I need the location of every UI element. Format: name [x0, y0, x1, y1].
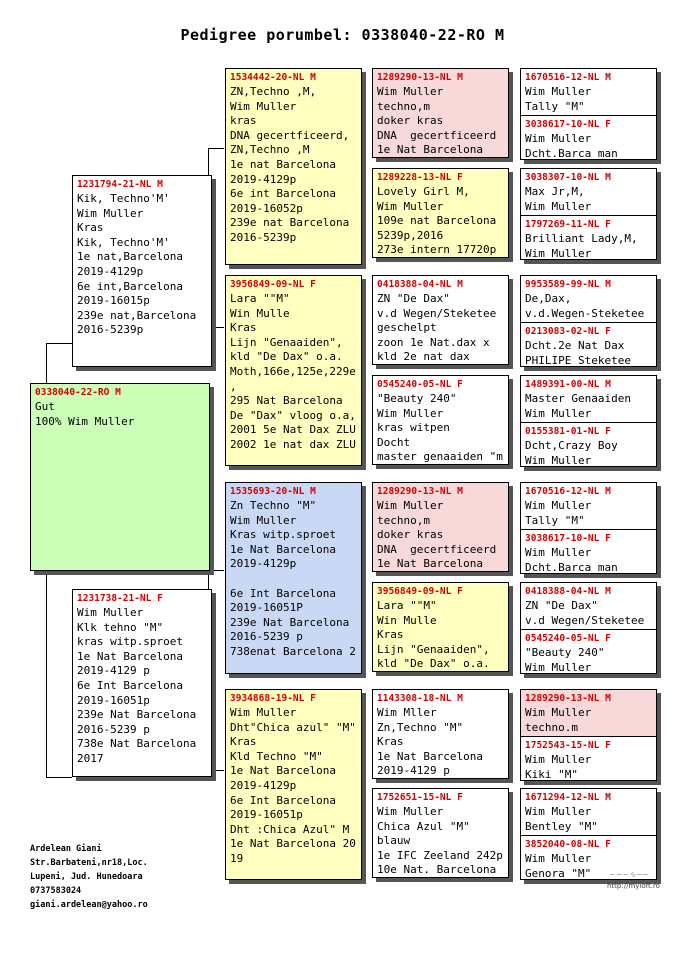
- gen5-pair: [520, 482, 657, 574]
- pigeon-info: Brilliant Lady,M, Wim Muller: [525, 232, 638, 260]
- ring-id: 1752651-15-NL F: [377, 792, 463, 803]
- gen4-pigeon[interactable]: [372, 168, 509, 258]
- gen5-pair: [520, 689, 657, 781]
- connector: [46, 570, 47, 778]
- pigeon-info: ZN "De Dax" v.d Wegen/Steketee: [525, 599, 645, 627]
- connector: [208, 148, 224, 149]
- pigeon-info: "Beauty 240" Wim Muller: [525, 646, 605, 674]
- ring-id: 1489391-00-NL M: [525, 379, 611, 390]
- ring-id: 1535693-20-NL M: [230, 486, 316, 497]
- pigeon-info: De,Dax, v.d.Wegen-Steketee: [525, 292, 645, 320]
- gen5-pair: [520, 168, 657, 260]
- gen5-pigeon[interactable]: [521, 169, 656, 215]
- ring-id: 3038307-10-NL M: [525, 172, 611, 183]
- pigeon-info: Wim Muller Tally "M": [525, 499, 592, 527]
- ring-id: 0338040-22-RO M: [35, 387, 121, 398]
- pigeon-info: Lara ""M" Win Mulle Kras Lijn "Genaaiden", kld "De Dax" o.a.: [377, 599, 490, 671]
- ring-id: 1671294-12-NL M: [525, 792, 611, 803]
- pigeon-info: Max Jr,M, Wim Muller: [525, 185, 592, 213]
- pigeon-info: ZN,Techno ,M, Wim Muller kras DNA gecertficeerd, ZN,Techno ,M 1e nat Barcelona 2019-4129p 6e int Barcelona 2019-16052p 239e nat Barcelona 2016-5239p: [230, 85, 350, 244]
- page-title: Pedigree porumbel: 0338040-22-RO M: [180, 26, 505, 44]
- pigeon-info: Wim Muller Dht"Chica azul" "M" Kras Kld Techno "M" 1e Nat Barcelona 2019-4129p 6e Int Barcelona 2019-16051p Dht :Chica Azul" M 1e Nat Barcelona 20 19: [230, 706, 356, 865]
- connector: [46, 343, 47, 383]
- ring-id: 1797269-11-NL F: [525, 219, 611, 230]
- dam-pigeon[interactable]: [72, 589, 212, 777]
- gen5-pigeon[interactable]: [521, 789, 656, 835]
- ring-id: 1670516-12-NL M: [525, 72, 611, 83]
- gen4-pigeon[interactable]: [372, 689, 509, 779]
- gen4-pigeon[interactable]: [372, 788, 509, 878]
- ring-id: 1231794-21-NL M: [77, 179, 163, 190]
- pigeon-info: Wim Muller techno,m doker kras DNA gecertficeerd 1e Nat Barcelona: [377, 85, 497, 157]
- ring-id: 9953589-99-NL M: [525, 279, 611, 290]
- gen4-pigeon[interactable]: [372, 68, 509, 158]
- pigeon-info: Wim Muller Bentley "M": [525, 805, 598, 833]
- signature-mark: ~∽~∿∽~: [609, 870, 650, 879]
- ring-id: 1752543-15-NL F: [525, 740, 611, 751]
- ring-id: 0213083-02-NL F: [525, 326, 611, 337]
- sire-pigeon[interactable]: [72, 175, 212, 367]
- gen4-pigeon[interactable]: [372, 275, 509, 365]
- gen5-pigeon[interactable]: [521, 630, 656, 674]
- pigeon-info: Zn Techno "M" Wim Muller Kras witp.sproet 1e Nat Barcelona 2019-4129p 6e Int Barcelona 2019-16051P 239e Nat Barcelona 2016-5239 p 738enat Barcelona 2: [230, 499, 356, 658]
- pigeon-info: Gut 100% Wim Muller: [35, 400, 135, 428]
- subject-pigeon[interactable]: [30, 383, 210, 571]
- ring-id: 3956849-09-NL F: [230, 279, 316, 290]
- pigeon-info: Lovely Girl M, Wim Muller 109e nat Barcelona 5239p,2016 273e intern 17720p: [377, 185, 497, 257]
- watermark-link[interactable]: http://myloft.ro: [607, 882, 660, 890]
- gen5-pigeon[interactable]: [521, 276, 656, 322]
- ring-id: 3934868-19-NL F: [230, 693, 316, 704]
- ring-id: 0545240-05-NL F: [377, 379, 463, 390]
- gen5-pair: [520, 375, 657, 467]
- ring-id: 3038617-10-NL F: [525, 533, 611, 544]
- pigeon-info: ZN "De Dax" v.d Wegen/Steketee geschelpt zoon 1e Nat.dax x kld 2e nat dax: [377, 292, 497, 364]
- owner-contact: Ardelean Giani Str.Barbateni,nr18,Loc. Lupeni, Jud. Hunedoara 0737583024 giani.ardelean@yahoo.ro: [30, 844, 148, 910]
- gen5-pigeon[interactable]: [521, 423, 656, 467]
- pigeon-info: Wim Muller Dcht.Barca man: [525, 132, 618, 160]
- pigeon-info: Wim Muller Tally "M": [525, 85, 592, 113]
- connector: [46, 343, 72, 344]
- pigeon-info: Lara ""M" Win Mulle Kras Lijn "Genaaiden", kld "De Dax" o.a. Moth,166e,125e,229e , 295 Nat Barcelona De "Dax" vloog o.a, 2001 5e Nat Dax ZLU 2002 1e nat dax ZLU: [230, 292, 356, 451]
- gen3-pigeon[interactable]: [225, 482, 362, 674]
- pigeon-info: Wim Muller Genora "M": [525, 852, 592, 880]
- pigeon-info: Wim Mller Zn,Techno "M" Kras 1e Nat Barcelona 2019-4129 p: [377, 706, 483, 778]
- ring-id: 0418388-04-NL M: [525, 586, 611, 597]
- gen5-pigeon[interactable]: [521, 690, 656, 736]
- ring-id: 3956849-09-NL F: [377, 586, 463, 597]
- gen5-pair: [520, 788, 657, 880]
- ring-id: 1289290-13-NL M: [525, 693, 611, 704]
- ring-id: 1231738-21-NL F: [77, 593, 163, 604]
- gen3-pigeon[interactable]: [225, 275, 362, 466]
- gen5-pigeon[interactable]: [521, 376, 656, 422]
- gen5-pair: [520, 275, 657, 367]
- pigeon-info: Dcht,Crazy Boy Wim Muller: [525, 439, 618, 467]
- ring-id: 1143308-18-NL M: [377, 693, 463, 704]
- ring-id: 0545240-05-NL F: [525, 633, 611, 644]
- ring-id: 3852040-08-NL F: [525, 839, 611, 850]
- pigeon-info: Master Genaaiden Wim Muller: [525, 392, 631, 420]
- ring-id: 0418388-04-NL M: [377, 279, 463, 290]
- pigeon-info: Wim Muller techno.m: [525, 706, 592, 734]
- gen5-pair: [520, 68, 657, 160]
- gen5-pigeon[interactable]: [521, 69, 656, 115]
- pigeon-info: Dcht.2e Nat Dax PHILIPE Steketee: [525, 339, 631, 367]
- pigeon-info: Wim Muller techno,m doker kras DNA gecertficeerd 1e Nat Barcelona: [377, 499, 497, 571]
- gen5-pigeon[interactable]: [521, 530, 656, 574]
- ring-id: 0155381-01-NL F: [525, 426, 611, 437]
- pigeon-info: Wim Muller Kiki "M": [525, 753, 592, 781]
- gen5-pigeon[interactable]: [521, 737, 656, 781]
- gen5-pair: [520, 582, 657, 674]
- gen5-pigeon[interactable]: [521, 116, 656, 160]
- pigeon-info: Wim Muller Dcht.Barca man: [525, 546, 618, 574]
- pigeon-info: Wim Muller Chica Azul "M" blauw 1e IFC Zeeland 242p 10e Nat. Barcelona: [377, 805, 503, 877]
- ring-id: 1670516-12-NL M: [525, 486, 611, 497]
- gen5-pigeon[interactable]: [521, 583, 656, 629]
- gen4-pigeon[interactable]: [372, 375, 509, 465]
- gen4-pigeon[interactable]: [372, 482, 509, 572]
- pigeon-info: Kik, Techno'M' Wim Muller Kras Kik, Techno'M' 1e nat,Barcelona 2019-4129p 6e int,Barcelona 2019-16015p 239e nat,Barcelona 2016-5239p: [77, 192, 197, 337]
- connector: [208, 570, 224, 571]
- gen3-pigeon[interactable]: [225, 689, 362, 880]
- ring-id: 1534442-20-NL M: [230, 72, 316, 83]
- gen5-pigeon[interactable]: [521, 483, 656, 529]
- ring-id: 1289290-13-NL M: [377, 72, 463, 83]
- gen5-pigeon[interactable]: [521, 323, 656, 367]
- gen3-pigeon[interactable]: [225, 68, 362, 265]
- ring-id: 3038617-10-NL F: [525, 119, 611, 130]
- ring-id: 1289228-13-NL F: [377, 172, 463, 183]
- connector: [46, 777, 72, 778]
- gen4-pigeon[interactable]: [372, 582, 509, 672]
- pigeon-info: Wim Muller Klk tehno "M" kras witp.sproet 1e Nat Barcelona 2019-4129 p 6e Int Barcelona 2019-16051p 239e Nat Barcelona 2016-5239 p 738e Nat Barcelona 2017: [77, 606, 197, 765]
- ring-id: 1289290-13-NL M: [377, 486, 463, 497]
- gen5-pigeon[interactable]: [521, 216, 656, 260]
- pigeon-info: "Beauty 240" Wim Muller kras witpen Docht master genaaiden "m: [377, 392, 503, 464]
